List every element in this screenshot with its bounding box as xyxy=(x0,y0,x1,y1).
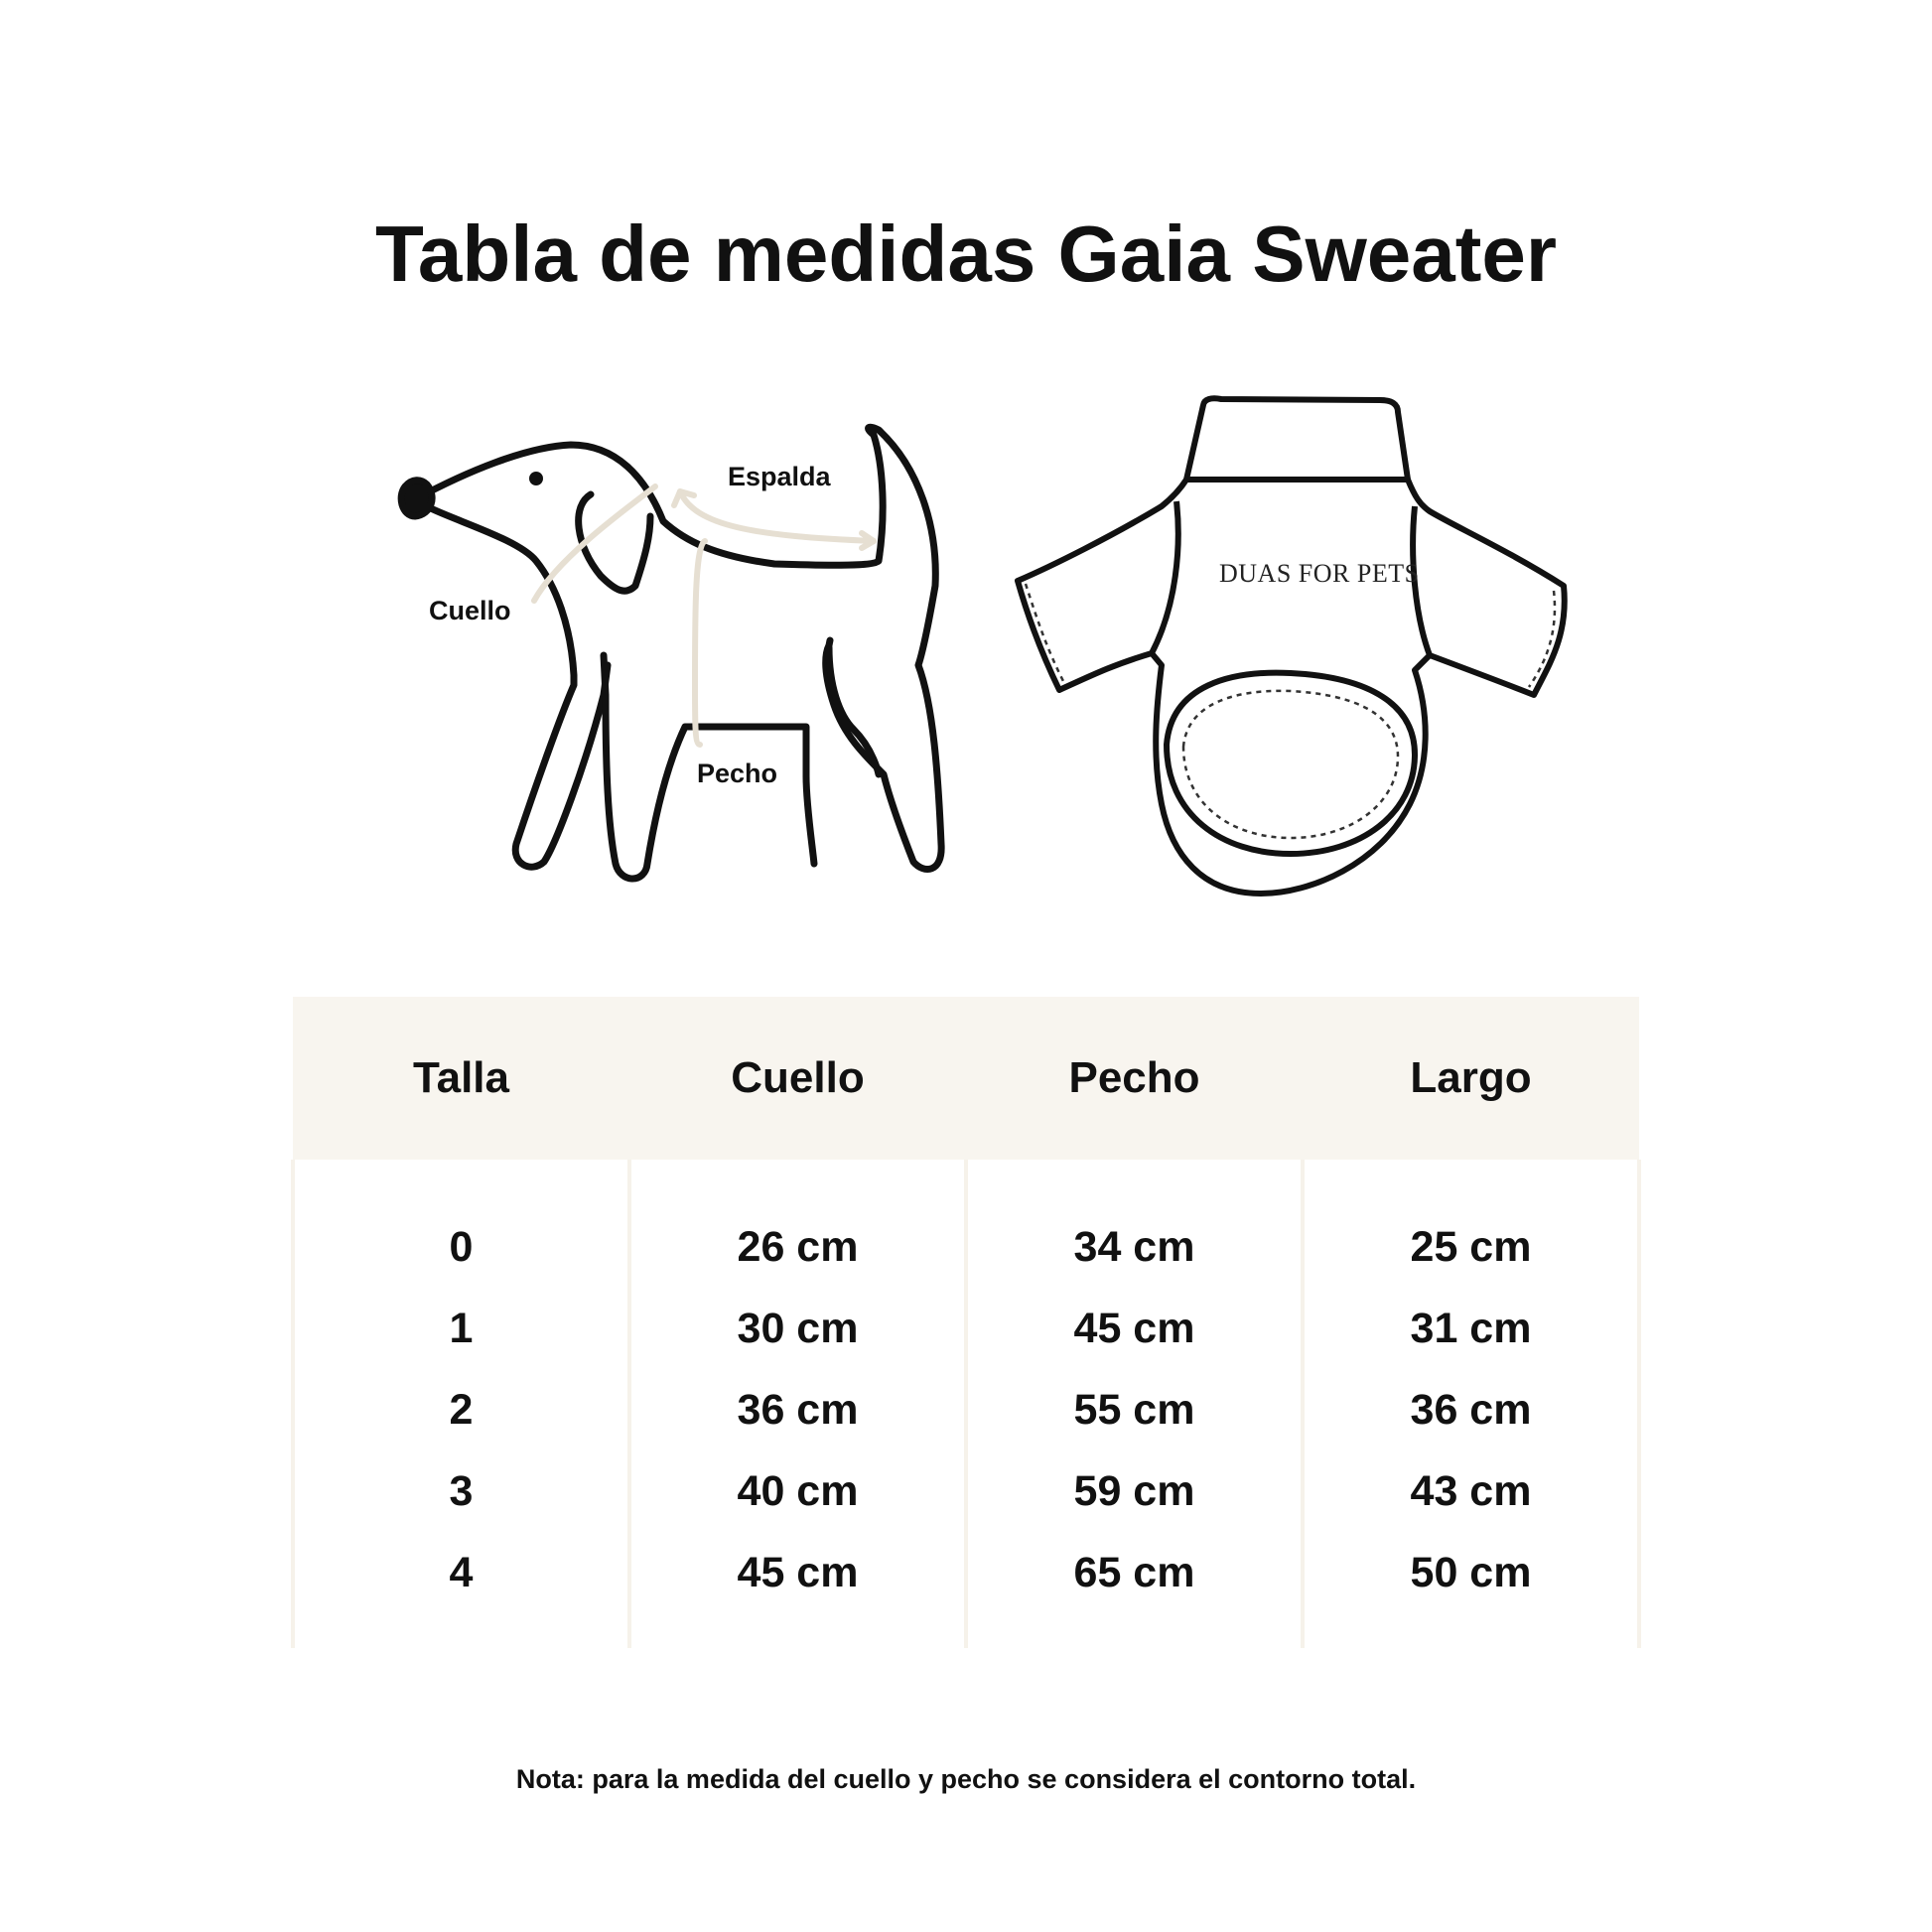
header-talla: Talla xyxy=(293,997,629,1160)
dog-drawing xyxy=(401,427,941,879)
cell-talla: 3 xyxy=(293,1450,629,1532)
header-pecho: Pecho xyxy=(966,997,1303,1160)
cell-largo: 31 cm xyxy=(1303,1288,1639,1369)
cell-pecho: 55 cm xyxy=(966,1369,1303,1450)
cell-pecho: 65 cm xyxy=(966,1532,1303,1613)
size-table xyxy=(291,997,1641,1648)
cell-talla: 0 xyxy=(293,1206,629,1288)
sweater-collar xyxy=(1186,398,1408,480)
table-spacer xyxy=(293,1160,1639,1206)
sweater-belly-opening xyxy=(1167,673,1415,854)
footnote: Nota: para la medida del cuello y pecho se considera el contorno total. xyxy=(515,1764,1417,1794)
table-row xyxy=(293,1288,1639,1369)
table-spacer xyxy=(293,1613,1639,1648)
cell-pecho: 45 cm xyxy=(966,1288,1303,1369)
cell-cuello: 45 cm xyxy=(629,1532,966,1613)
cell-cuello: 26 cm xyxy=(629,1206,966,1288)
dog-eye xyxy=(529,472,543,485)
label-cuello: Cuello xyxy=(429,596,511,625)
cell-cuello: 36 cm xyxy=(629,1369,966,1450)
header-largo: Largo xyxy=(1303,997,1639,1160)
cell-cuello: 30 cm xyxy=(629,1288,966,1369)
table-row xyxy=(293,1532,1639,1613)
chest-guide xyxy=(695,541,705,745)
cell-talla: 2 xyxy=(293,1369,629,1450)
cell-largo: 25 cm xyxy=(1303,1206,1639,1288)
dog-front-body xyxy=(415,499,608,867)
table-row xyxy=(293,1450,1639,1532)
table-header-row xyxy=(293,997,1639,1160)
label-pecho: Pecho xyxy=(697,759,778,788)
measure-guides xyxy=(534,486,874,745)
cell-talla: 1 xyxy=(293,1288,629,1369)
label-espalda: Espalda xyxy=(728,462,831,491)
measurement-illustration xyxy=(0,387,1932,923)
table-row xyxy=(293,1369,1639,1450)
cell-largo: 36 cm xyxy=(1303,1369,1639,1450)
header-cuello: Cuello xyxy=(629,997,966,1160)
cell-pecho: 59 cm xyxy=(966,1450,1303,1532)
sweater-body xyxy=(1018,480,1565,894)
cell-cuello: 40 cm xyxy=(629,1450,966,1532)
cell-largo: 43 cm xyxy=(1303,1450,1639,1532)
size-table-container xyxy=(291,997,1641,1648)
page-title: Tabla de medidas Gaia Sweater xyxy=(374,209,1558,298)
sweater-left-sleeve-seam xyxy=(1152,501,1178,653)
cell-pecho: 34 cm xyxy=(966,1206,1303,1288)
cell-largo: 50 cm xyxy=(1303,1532,1639,1613)
sweater-stitching xyxy=(1026,584,1555,838)
illustration xyxy=(0,387,1932,923)
brand-logo: DUAS FOR PETS xyxy=(1219,559,1420,588)
sweater-drawing xyxy=(1018,398,1565,894)
back-guide xyxy=(680,491,874,541)
table-row xyxy=(293,1206,1639,1288)
cell-talla: 4 xyxy=(293,1532,629,1613)
dog-nose xyxy=(401,481,432,516)
